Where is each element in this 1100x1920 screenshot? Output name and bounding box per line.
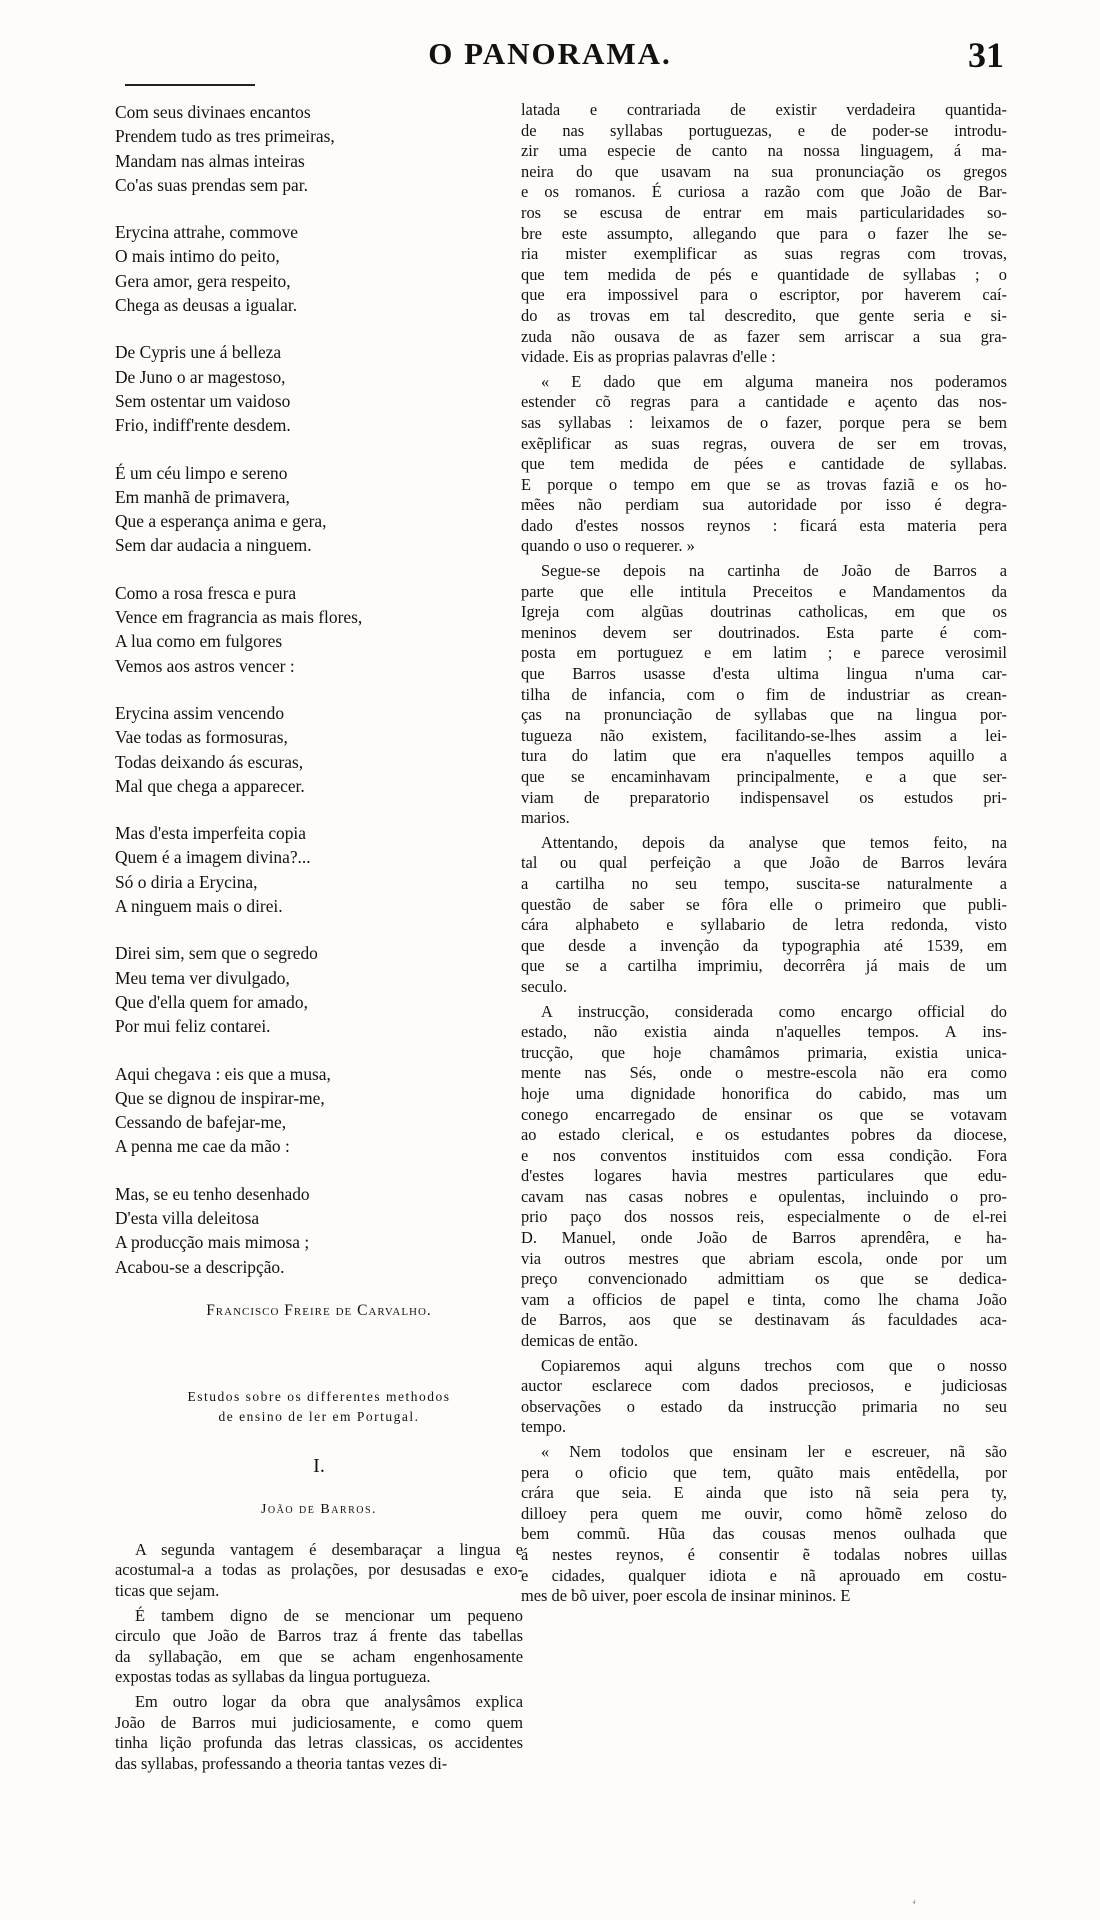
text-line: Copiaremos aqui alguns trechos com que o nosso [541, 1355, 1007, 1375]
paragraph [521, 833, 1007, 998]
poem-stanza [115, 100, 523, 197]
poem-verse-line: Cessando de bafejar-me, [115, 1112, 287, 1133]
poem-verse-line: Todas deixando ás escuras, [115, 751, 304, 772]
text-line: trucção, que hoje chamâmos primaria, existia unica- [521, 1042, 1007, 1062]
poem-verse-line: Chega as deusas a igualar. [115, 295, 298, 316]
paragraph [521, 100, 1007, 368]
poem-stanza [115, 821, 523, 918]
poem-stanza [115, 1062, 523, 1159]
poem-verse-line: Sem dar audacia a ninguem. [115, 535, 312, 556]
text-line: A segunda vantagem é desembaraçar a lingua e [135, 1539, 523, 1559]
poem-verse-line: Mandam nas almas inteiras [115, 150, 305, 171]
poem-stanza [115, 941, 523, 1038]
text-line: D. Manuel, onde João de Barros aprendêra, e ha- [521, 1228, 1007, 1248]
poem-verse-line: De Juno o ar magestoso, [115, 366, 286, 387]
paragraph [521, 372, 1007, 557]
paragraph [521, 1442, 1007, 1607]
poem-stanza [115, 220, 523, 317]
text-line: « E dado que em alguma maneira nos poderamos [541, 371, 1007, 391]
poem-verse-line: Direi sim, sem que o segredo [115, 943, 318, 964]
text-line: bre este assumpto, allegando que para o fazer lhe se- [521, 223, 1007, 243]
page-mark: ‘ [912, 1898, 917, 1913]
text-line: expostas todas as syllabas da lingua portugueza. [115, 1667, 431, 1687]
text-line: tempo. [521, 1417, 567, 1437]
text-line: sas syllabas : leixamos de o fazer, porque pera se bem [521, 412, 1007, 432]
poem-verse-line: Vemos aos astros vencer : [115, 655, 295, 676]
text-line: crára que seia. E ainda que isto nã seia pera ty, [521, 1483, 1007, 1503]
text-line: de nas syllabas portuguezas, e de poder-se introdu- [521, 120, 1007, 140]
text-line: latada e contrariada de existir verdadeira quantida- [521, 100, 1007, 119]
text-line: quando o uso o requerer. » [521, 536, 695, 556]
poem-verse-line: A lua como em fulgores [115, 631, 283, 652]
poem-verse-line: Erycina attrahe, commove [115, 222, 299, 243]
poem-verse-line: Co'as suas prendas sem par. [115, 174, 308, 195]
text-line: via outros mestres que abriam escola, onde por um [521, 1248, 1007, 1268]
article-right-text [521, 100, 1007, 1607]
text-line: João de Barros mui judiciosamente, e como quem [115, 1712, 523, 1732]
text-line: tilha de infancia, com o fim de industriar as crean- [521, 684, 1007, 704]
text-line: demicas de então. [521, 1331, 638, 1351]
text-line: Em outro logar da obra que analysâmos explica [135, 1692, 523, 1712]
text-line: parte que elle intitula Preceitos e Mandamentos da [521, 581, 1007, 601]
text-line: e os romanos. É curiosa a razão com que João de Bar- [521, 182, 1007, 202]
text-line: hoje uma dignidade honorifica do cabido, mas um [521, 1083, 1007, 1103]
poem-verse-line: O mais intimo do peito, [115, 246, 280, 267]
text-line: acostumal-a a todas as prolações, por desusadas e exo- [115, 1560, 523, 1580]
poem-verse-line: É um céu limpo e sereno [115, 462, 288, 483]
poem-verse-line: De Cypris une á belleza [115, 342, 282, 363]
text-line: meninos devem ser doutrinados. Esta parte é com- [521, 622, 1007, 642]
text-line: conego encarregado de ensinar os que se votavam [521, 1104, 1007, 1124]
text-line: Attentando, depois da analyse que temos feito, na [541, 832, 1007, 852]
poem-verse-line: D'esta villa deleitosa [115, 1207, 260, 1228]
text-line: que tem medida de pées e cantidade de syllabas. [521, 454, 1007, 474]
text-line: zir uma especie de canto na nossa linguagem, á ma- [521, 141, 1007, 161]
article-title-line: de ensino de ler em Portugal. [218, 1408, 420, 1424]
text-line: marios. [521, 808, 570, 828]
article-title [115, 1387, 523, 1427]
text-line: prio paço dos nossos reis, especialmente o de el-rei [521, 1207, 1007, 1227]
poem-verse-line: Que se dignou de inspirar-me, [115, 1087, 325, 1108]
text-line: que se a cartilha imprimiu, decorrêra já mais de um [521, 956, 1007, 976]
paragraph [521, 561, 1007, 829]
text-line: mes de bõ uiver, poer escola de insinar mininos. E [521, 1586, 851, 1606]
text-line: neira do que usavam na sua pronunciação os gregos [521, 161, 1007, 181]
text-line: á nestes reynos, é consentir ẽ todalas nobres uillas [521, 1544, 1007, 1564]
text-line: ria mister exemplificar as suas regras com trovas, [521, 244, 1007, 264]
text-line: tinha lição profunda das letras classicas, os accidentes [115, 1733, 523, 1753]
poem-stanza [115, 701, 523, 798]
poem-verse-line: A ninguem mais o direi. [115, 896, 283, 917]
text-line: da syllabação, em que se acham engenhosamente [115, 1646, 523, 1666]
text-line: cavam nas casas nobres e opulentas, incluindo o pro- [521, 1186, 1007, 1206]
poem-stanza [115, 461, 523, 558]
poem-verse-line: Erycina assim vencendo [115, 702, 285, 723]
text-line: tal ou qual perfeição a que João de Barros levára [521, 853, 1007, 873]
text-line: cára alphabeto e syllabario de letra redonda, visto [521, 915, 1007, 935]
text-line: Igreja com algũas doutrinas catholicas, em que os [521, 602, 1007, 622]
text-line: seculo. [521, 976, 567, 996]
section-subtitle: João de Barros. [260, 1501, 378, 1517]
text-line: que se encaminhavam principalmente, e a que ser- [521, 767, 1007, 786]
poem-verse-line: Só o diria a Erycina, [115, 871, 258, 892]
text-line: ao estado clerical, e os estudantes pobres da diocese, [521, 1125, 1007, 1145]
text-line: que era impossivel para o escriptor, por haverem caí- [521, 285, 1007, 305]
right-column [521, 100, 1007, 1611]
text-line: observações o estado da instrucção primaria no seu [521, 1396, 1007, 1416]
text-line: A instrucção, considerada como encargo official do [541, 1001, 1007, 1021]
poem-verse-line: Meu tema ver divulgado, [115, 967, 290, 988]
paragraph [521, 1002, 1007, 1352]
poem-verse-line: Mal que chega a apparecer. [115, 775, 305, 796]
text-line: E porque o tempo em que se as trovas faziã e os ho- [521, 474, 1007, 494]
text-line: das syllabas, professando a theoria tantas vezes di- [115, 1753, 448, 1773]
text-line: e nos conventos instituidos com essa condição. Fora [521, 1145, 1007, 1165]
text-line: vidade. Eis as proprias palavras d'elle : [521, 347, 776, 367]
poem-verse-line: Mas, se eu tenho desenhado [115, 1183, 310, 1204]
text-line: pera o oficio que tem, quãto mais entẽdella, por [521, 1462, 1007, 1482]
poem-verse-line: Que d'ella quem for amado, [115, 991, 308, 1012]
text-line: É tambem digno de se mencionar um pequeno [135, 1605, 523, 1625]
poem-verse-line: Vae todas as formosuras, [115, 727, 288, 748]
text-line: que Barros usasse d'esta ultima lingua n'uma car- [521, 664, 1007, 684]
text-line: circulo que João de Barros traz á frente das tabellas [115, 1626, 523, 1646]
poem-stanza [115, 340, 523, 437]
poem-signature: Francisco Freire de Carvalho. [206, 1301, 432, 1319]
poem-stanza [115, 581, 523, 678]
text-line: mente nas Sés, onde o mestre-escola não era como [521, 1063, 1007, 1083]
text-line: que tem medida de pés e quantidade de syllabas ; o [521, 264, 1007, 284]
text-line: posta em portuguez e em latim ; e parece verosimil [521, 643, 1007, 663]
poem-verse-line: Acabou-se a descripção. [115, 1256, 285, 1277]
text-line: de Barros, aos que se destinavam ás faculdades aca- [521, 1310, 1007, 1330]
text-line: auctor esclarece com dados preciosos, e judiciosas [521, 1376, 1007, 1396]
poem-verse-line: Quem é a imagem divina?... [115, 847, 311, 868]
poem-verse-line: Frio, indiff'rente desdem. [115, 415, 291, 436]
text-line: mẽes não perdiam sua autoridade por isso é degra- [521, 495, 1007, 515]
paragraph [115, 1606, 523, 1688]
text-line: « Nem todolos que ensinam ler e escreuer, nã são [541, 1442, 1007, 1461]
page-number: 31 [968, 35, 1004, 75]
paragraph [521, 1356, 1007, 1438]
poem-stanza [115, 1182, 523, 1279]
text-line: Segue-se depois na cartinha de João de Barros a [541, 561, 1007, 581]
text-line: viam de preparatorio indispensavel os estudos pri- [521, 787, 1007, 807]
text-line: d'estes logares havia mestres particulares que edu- [521, 1166, 1007, 1186]
poem-verse-line: Em manhã de primavera, [115, 486, 290, 507]
text-line: ros se escusa de entrar em mais particularidades so- [521, 202, 1007, 222]
poem-verse-line: A producção mais mimosa ; [115, 1232, 310, 1253]
text-line: tura do latim que era n'aquelles tempos aquillo a [521, 746, 1007, 766]
left-column [115, 100, 523, 1778]
poem-verse-line: Mas d'esta imperfeita copia [115, 823, 306, 844]
section-number: I. [313, 1454, 325, 1477]
text-line: a cartilha no seu tempo, suscita-se naturalmente a [521, 873, 1007, 893]
text-line: ças na pronunciação de syllabas que na lingua por- [521, 705, 1007, 725]
poem-verse-line: Prendem tudo as tres primeiras, [115, 126, 335, 147]
text-line: estender cõ regras para a cantidade e açento das nos- [521, 392, 1007, 412]
text-line: tugueza não existem, facilitando-se-lhes assim a lei- [521, 725, 1007, 745]
poem [115, 100, 523, 1279]
paragraph [115, 1692, 523, 1774]
article-title-line: Estudos sobre os differentes methodos [187, 1388, 451, 1404]
article-left-text [115, 1540, 523, 1775]
text-line: que desde a invenção da typographia até 1539, em [521, 935, 1007, 955]
poem-verse-line: Com seus divinaes encantos [115, 102, 311, 122]
text-line: exẽplificar as suas regras, ouvera de ser em trovas, [521, 433, 1007, 453]
page-header-title: O PANORAMA. [428, 36, 672, 71]
text-line: vam a officios de papel e tinta, como lhe chama João [521, 1289, 1007, 1309]
poem-verse-line: Por mui feliz contarei. [115, 1016, 271, 1037]
poem-verse-line: Aqui chegava : eis que a musa, [115, 1063, 331, 1084]
text-line: e cidades, qualquer idiota e nã aprouado em costu- [521, 1565, 1007, 1585]
text-line: preço convencionado admittiam os que se dedica- [521, 1269, 1007, 1289]
poem-verse-line: Sem ostentar um vaidoso [115, 390, 291, 411]
text-line: zuda não ousava de as fazer sem arriscar a sua gra- [521, 326, 1007, 346]
poem-verse-line: Vence em fragrancia as mais flores, [115, 607, 363, 628]
text-line: bem commũ. Hũa das cousas menos oulhada que [521, 1524, 1007, 1544]
header-rule [125, 84, 255, 86]
paragraph [115, 1540, 523, 1602]
text-line: questão de saber se fôra elle o primeiro que publi- [521, 894, 1007, 914]
poem-verse-line: Como a rosa fresca e pura [115, 582, 297, 603]
text-line: estado, não existia ainda n'aquelles tempos. A ins- [521, 1022, 1007, 1042]
poem-verse-line: Que a esperança anima e gera, [115, 511, 327, 532]
poem-verse-line: A penna me cae da mão : [115, 1136, 290, 1157]
text-line: ticas que sejam. [115, 1581, 220, 1601]
text-line: dado d'estes nossos reynos : ficará esta materia pera [521, 515, 1007, 535]
text-line: do as trovas em tal descredito, que gente seria e si- [521, 305, 1007, 325]
poem-verse-line: Gera amor, gera respeito, [115, 270, 291, 291]
text-line: dilloey pera quem me ouvir, como hõmẽ zeloso do [521, 1503, 1007, 1523]
